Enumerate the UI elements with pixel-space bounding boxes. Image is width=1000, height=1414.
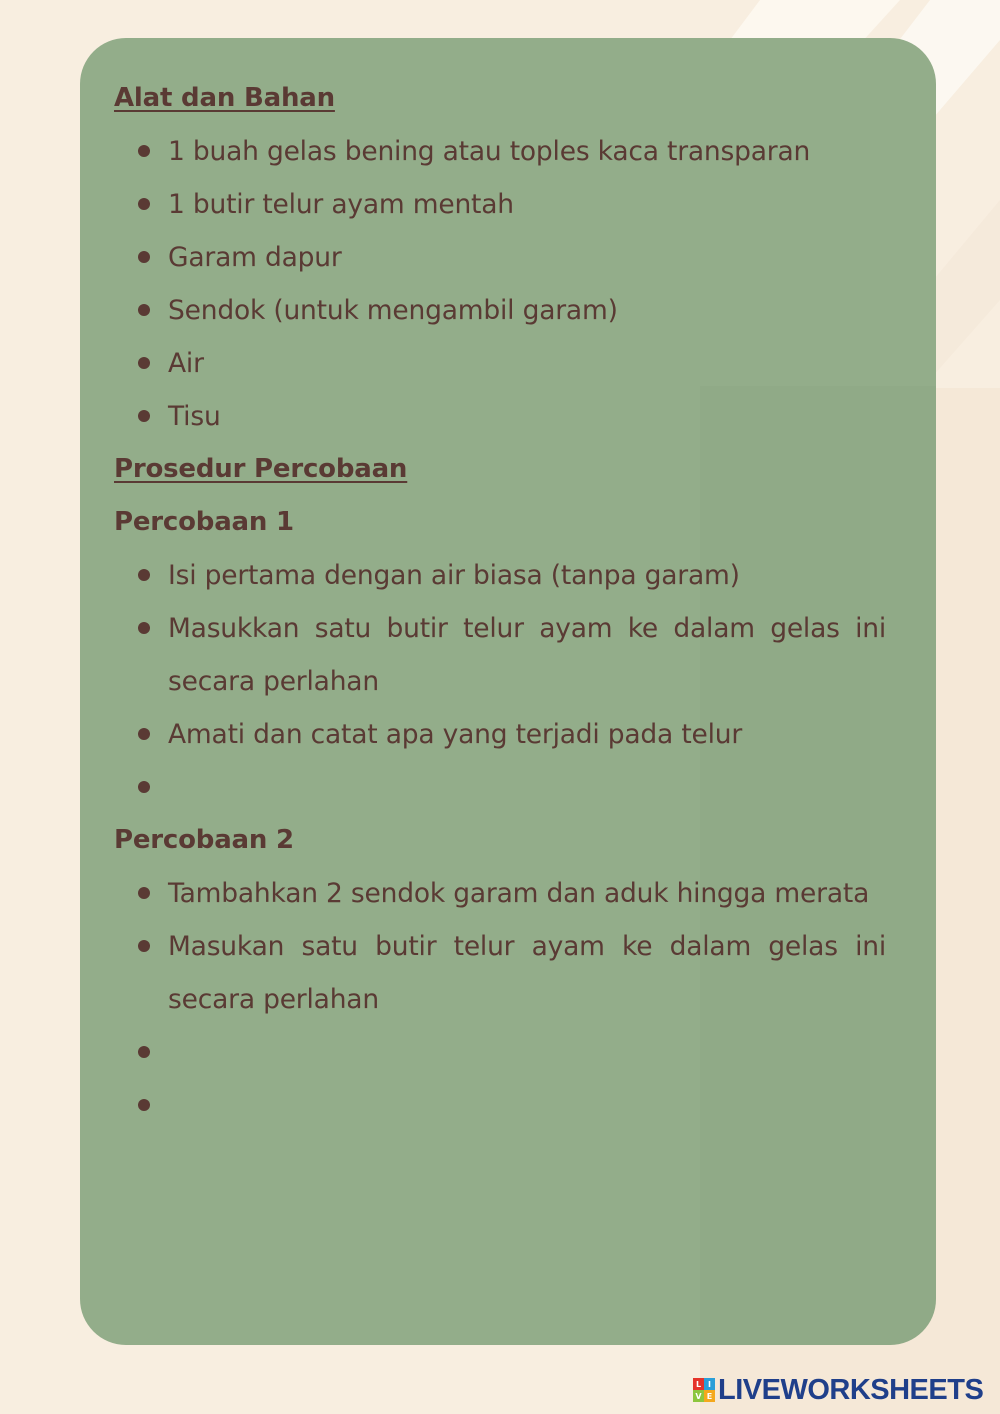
list-item: Garam dapur [114,231,886,284]
worksheet-content [114,72,886,1132]
percobaan-2-list [114,867,886,1132]
bullet-icon [138,781,150,793]
bullet-icon [138,1099,150,1111]
section-title-prosedur: Prosedur Percobaan [114,454,408,484]
answer-blank-item[interactable] [114,761,886,814]
list-item: Masukan satu butir telur ayam ke dalam gelas ini secara perlahan [114,920,886,1026]
section-title-percobaan-2: Percobaan 2 [114,825,294,855]
logo-tile: I [704,1378,715,1390]
bullet-icon [138,1046,150,1058]
bullet-icon [138,357,150,369]
bullet-icon [138,198,150,210]
list-item: 1 buah gelas bening atau toples kaca transparan [114,125,886,178]
bullet-icon [138,569,150,581]
section-title-alat-bahan: Alat dan Bahan [114,83,335,113]
bullet-icon [138,622,150,634]
list-item: 1 butir telur ayam mentah [114,178,886,231]
section-title-percobaan-1: Percobaan 1 [114,507,294,537]
bullet-icon [138,304,150,316]
bullet-icon [138,940,150,952]
logo-tile: V [693,1390,704,1402]
bullet-icon [138,251,150,263]
list-item: Amati dan catat apa yang terjadi pada telur [114,708,886,761]
list-item: Tisu [114,390,886,443]
list-item: Tambahkan 2 sendok garam dan aduk hingga merata [114,867,886,920]
bullet-icon [138,887,150,899]
logo-tile: E [704,1390,715,1402]
list-item: Masukkan satu butir telur ayam ke dalam gelas ini secara perlahan [114,602,886,708]
logo-tile: L [693,1378,704,1390]
liveworksheets-logo-icon [693,1378,715,1402]
answer-blank-item[interactable] [114,1079,886,1132]
alat-bahan-list [114,125,886,443]
list-item: Isi pertama dengan air biasa (tanpa garam) [114,549,886,602]
bullet-icon [138,410,150,422]
liveworksheets-logo [693,1374,983,1406]
logo-text: LIVEWORKSHEETS [718,1373,984,1406]
list-item: Air [114,337,886,390]
content-card [80,38,936,1345]
percobaan-1-list [114,549,886,814]
bullet-icon [138,728,150,740]
bullet-icon [138,145,150,157]
answer-blank-item[interactable] [114,1026,886,1079]
list-item: Sendok (untuk mengambil garam) [114,284,886,337]
